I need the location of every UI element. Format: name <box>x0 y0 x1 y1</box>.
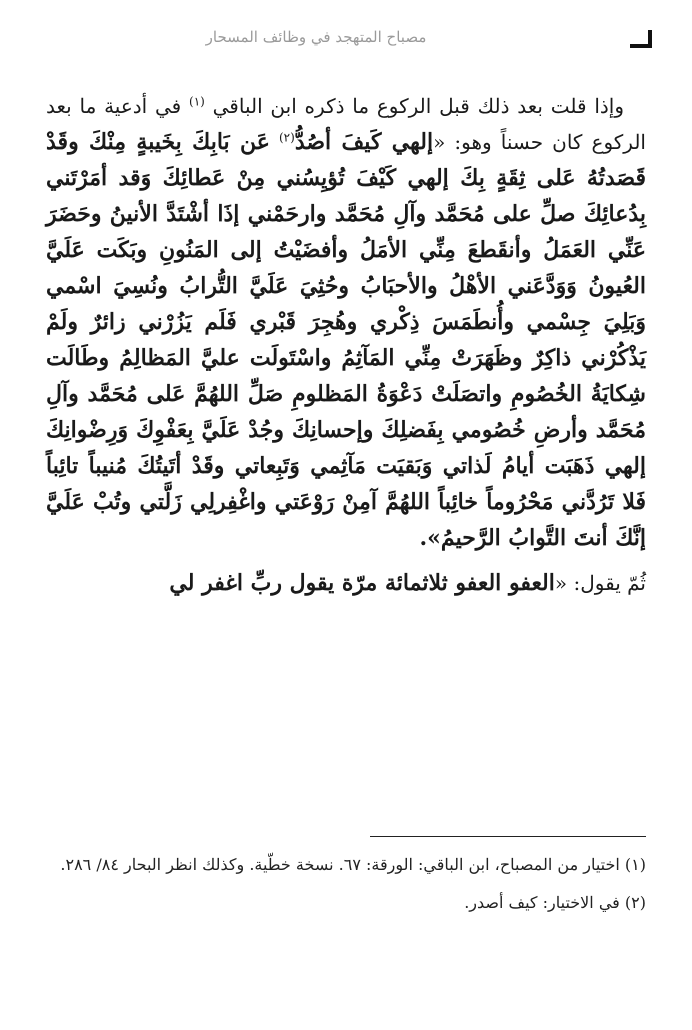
prayer-opening: إلهي كَيفَ أصُدُّ <box>294 129 434 155</box>
footnote-2-text: في الاختيار: كيف أصدر. <box>464 893 620 912</box>
intro-paragraph <box>46 88 646 556</box>
prayer-text: عَن بَابِكَ بِخَيبةٍ مِنْكَ وقَدْ قَصَدتُهُ عَلى ثِقَةٍ بِكَ إلهي كَيْفَ تُؤيِسُني مِنْ عَطائِكَ وَقد أمَرْتَني بِدُعائِكَ صلِّ على مُحَمَّد وآلِ مُحَمَّد وارحَمْني إذَا أشْتَدَّ الأنينُ وحَضَرَ عَنِّي العَمَلُ وأنقَطعَ مِنِّي الأمَلُ وأفضَيْتُ إلى المَنُونِ وبَكَت عَلَيَّ العُيونُ وَوَدَّعَني الأهْلُ والأحبَابُ وحُثِيَ عَلَيَّ التُّرابُ ونُسِيَ اسْمي وَبَلِيَ جِسْمي وأُنطَمَسَ ذِكْري وهُجِرَ قَبْري فَلَم يَزُرْني زائرٌ ولَمْ يَذْكُرْني ذاكِرٌ وظَهَرَتْ مِنِّي المَآثِمُ واسْتَولَت عليَّ المَظالِمُ وطَالَت شِكايَةُ الخُصُومِ واتصَلَتْ دَعْوَةُ المَظلومِ صَلِّ اللهُمَّ عَلى مُحَمَّد وآلِ مُحَمَّد وأرضِ خُصُومي بِفَضلِكَ وإحسانِكَ وجُدْ عَلَيَّ بِعَفْوِكَ وَرِضْوانِكَ إلهي ذَهَبَت أيامُ لَذاتي وَبَقيَت مَآثِمي وَتَبِعاتي وقَدْ أتَيتُكَ مُنيباً تائِباً فَلا تَرُدَّني مَحْرُوماً خائِباً اللهُمَّ آمِنْ رَوْعَتي واغْفِرلِي زَلَّتي وتُبْ عَلَيَّ إنَّكَ أنتَ التَّوابُ الرَّحيمُ». <box>46 129 646 551</box>
page-corner-mark <box>596 30 652 48</box>
footnote-separator <box>370 836 646 837</box>
footnote-1-mark: (١) <box>624 855 646 874</box>
footnote-1-text: اختيار من المصباح، ابن الباقي: الورقة: ٦٧. نسخة خطّية. وكذلك انظر البحار ٨٤/ ٢٨٦. <box>60 855 620 874</box>
closing-text: العفو العفو ثلاثمائة مرّة يقول ربِّ اغفر لي <box>169 570 555 596</box>
footnote-ref-2[interactable]: (٢) <box>278 130 295 145</box>
footnote-ref-1[interactable]: (١) <box>189 94 205 109</box>
closing-paragraph <box>46 556 646 611</box>
footnote-2 <box>46 888 646 918</box>
corner-mark-horizontal <box>630 44 652 48</box>
footnotes <box>46 850 646 926</box>
main-text <box>46 88 646 611</box>
intro-line2-start: أدعية ما بعد الركوع كان حسناً وهو: « <box>46 94 646 154</box>
running-title: مصباح المتهجد في وظائف المسحار <box>205 28 427 46</box>
intro-line1: وإذا قلت بعد ذلك قبل الركوع ما ذكره ابن الباقي <box>212 94 625 118</box>
intro-line1-end: في <box>155 94 182 118</box>
running-header <box>40 28 592 58</box>
footnote-2-mark: (٢) <box>624 893 646 912</box>
footnote-1 <box>46 850 646 880</box>
closing-lead: ثُمّ يقول: « <box>554 571 646 595</box>
